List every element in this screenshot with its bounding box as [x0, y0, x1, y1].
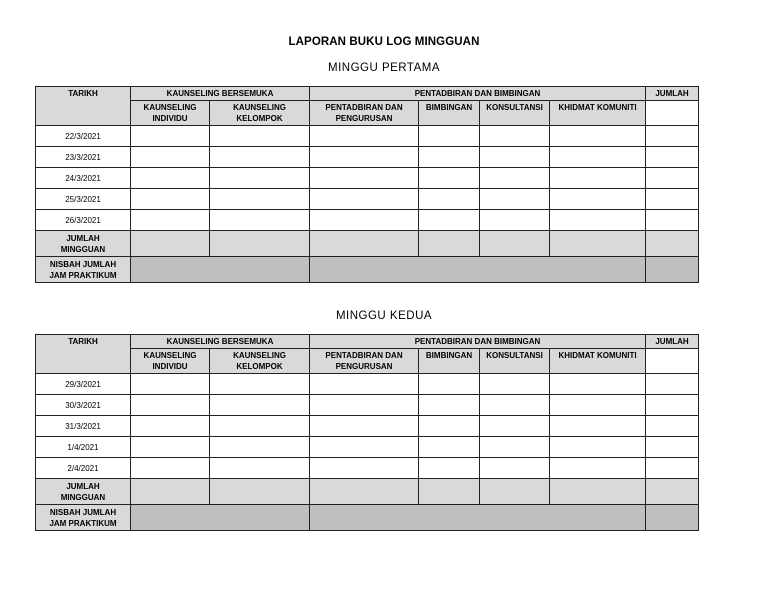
date-cell: 25/3/2021: [36, 189, 131, 210]
ratio-row: [36, 257, 699, 283]
header-kaunseling-bersemuka: KAUNSELING BERSEMUKA: [131, 87, 310, 101]
entry-cell[interactable]: [419, 168, 480, 189]
subheader-khidmat-komuniti: KHIDMAT KOMUNITI: [550, 101, 646, 126]
entry-cell[interactable]: [480, 458, 550, 479]
entry-cell[interactable]: [310, 210, 419, 231]
entry-cell[interactable]: [131, 437, 210, 458]
entry-cell[interactable]: [310, 189, 419, 210]
table-row: [36, 189, 699, 210]
entry-cell[interactable]: [480, 395, 550, 416]
entry-cell[interactable]: [210, 395, 310, 416]
entry-cell[interactable]: [646, 126, 699, 147]
week-1-title: MINGGU PERTAMA: [328, 62, 440, 74]
subheader-kaunseling-kelompok: KAUNSELING KELOMPOK: [210, 349, 310, 374]
entry-cell[interactable]: [310, 395, 419, 416]
date-cell: 30/3/2021: [36, 395, 131, 416]
entry-cell[interactable]: [210, 126, 310, 147]
table-row: [36, 147, 699, 168]
week-2-log-table: [35, 334, 699, 531]
subheader-kaunseling-individu: KAUNSELING INDIVIDU: [131, 101, 210, 126]
table-row: [36, 395, 699, 416]
header-row: [36, 335, 699, 349]
entry-cell[interactable]: [419, 374, 480, 395]
entry-cell[interactable]: [310, 437, 419, 458]
entry-cell[interactable]: [646, 395, 699, 416]
table-row: [36, 126, 699, 147]
entry-cell[interactable]: [550, 210, 646, 231]
total-cell[interactable]: [210, 231, 310, 257]
ratio-cell-kaunseling[interactable]: [131, 257, 310, 283]
entry-cell[interactable]: [310, 458, 419, 479]
date-cell: 23/3/2021: [36, 147, 131, 168]
entry-cell[interactable]: [646, 147, 699, 168]
table-row: [36, 437, 699, 458]
entry-cell[interactable]: [419, 458, 480, 479]
entry-cell[interactable]: [419, 210, 480, 231]
header-tarikh: TARIKH: [36, 335, 131, 374]
entry-cell[interactable]: [131, 416, 210, 437]
entry-cell[interactable]: [310, 168, 419, 189]
total-cell[interactable]: [310, 231, 419, 257]
entry-cell[interactable]: [210, 374, 310, 395]
total-cell[interactable]: [419, 231, 480, 257]
entry-cell[interactable]: [646, 416, 699, 437]
entry-cell[interactable]: [210, 458, 310, 479]
total-cell[interactable]: [210, 479, 310, 505]
entry-cell[interactable]: [310, 374, 419, 395]
subheader-row: [36, 349, 699, 374]
entry-cell[interactable]: [550, 147, 646, 168]
subheader-kaunseling-kelompok: KAUNSELING KELOMPOK: [210, 101, 310, 126]
table-row: [36, 210, 699, 231]
entry-cell[interactable]: [131, 210, 210, 231]
week-1-log-table: [35, 86, 699, 283]
subheader-kaunseling-individu: KAUNSELING INDIVIDU: [131, 349, 210, 374]
entry-cell[interactable]: [210, 416, 310, 437]
header-jumlah: JUMLAH: [646, 335, 699, 349]
jumlah-blank-cell: [646, 101, 699, 126]
entry-cell[interactable]: [646, 189, 699, 210]
entry-cell[interactable]: [646, 437, 699, 458]
total-cell[interactable]: [480, 479, 550, 505]
weekly-total-row: [36, 479, 699, 505]
entry-cell[interactable]: [419, 395, 480, 416]
ratio-cell-kaunseling[interactable]: [131, 505, 310, 531]
jumlah-blank-cell: [646, 349, 699, 374]
date-cell: 2/4/2021: [36, 458, 131, 479]
header-tarikh: TARIKH: [36, 87, 131, 126]
total-cell[interactable]: [310, 479, 419, 505]
entry-cell[interactable]: [419, 147, 480, 168]
entry-cell[interactable]: [419, 126, 480, 147]
entry-cell[interactable]: [480, 126, 550, 147]
subheader-konsultansi: KONSULTANSI: [480, 349, 550, 374]
entry-cell[interactable]: [480, 437, 550, 458]
ratio-cell-jumlah[interactable]: [646, 257, 699, 283]
table-row: [36, 168, 699, 189]
date-cell: 24/3/2021: [36, 168, 131, 189]
entry-cell[interactable]: [131, 458, 210, 479]
entry-cell[interactable]: [131, 189, 210, 210]
header-pentadbiran-dan-bimbingan: PENTADBIRAN DAN BIMBINGAN: [310, 335, 646, 349]
date-cell: 1/4/2021: [36, 437, 131, 458]
entry-cell[interactable]: [210, 168, 310, 189]
ratio-cell-jumlah[interactable]: [646, 505, 699, 531]
entry-cell[interactable]: [480, 147, 550, 168]
entry-cell[interactable]: [480, 189, 550, 210]
ratio-cell-pentadbiran[interactable]: [310, 505, 646, 531]
ratio-cell-pentadbiran[interactable]: [310, 257, 646, 283]
total-cell[interactable]: [550, 231, 646, 257]
subheader-konsultansi: KONSULTANSI: [480, 101, 550, 126]
entry-cell[interactable]: [550, 458, 646, 479]
entry-cell[interactable]: [210, 147, 310, 168]
ratio-label: NISBAH JUMLAH JAM PRAKTIKUM: [36, 257, 131, 283]
subheader-khidmat-komuniti: KHIDMAT KOMUNITI: [550, 349, 646, 374]
entry-cell[interactable]: [550, 416, 646, 437]
entry-cell[interactable]: [550, 189, 646, 210]
entry-cell[interactable]: [419, 437, 480, 458]
entry-cell[interactable]: [550, 126, 646, 147]
entry-cell[interactable]: [646, 168, 699, 189]
ratio-row: [36, 505, 699, 531]
header-jumlah: JUMLAH: [646, 87, 699, 101]
date-cell: 26/3/2021: [36, 210, 131, 231]
total-cell[interactable]: [646, 479, 699, 505]
subheader-bimbingan: BIMBINGAN: [419, 101, 480, 126]
entry-cell[interactable]: [210, 210, 310, 231]
entry-cell[interactable]: [480, 210, 550, 231]
entry-cell[interactable]: [131, 147, 210, 168]
entry-cell[interactable]: [310, 126, 419, 147]
total-cell[interactable]: [131, 231, 210, 257]
entry-cell[interactable]: [310, 147, 419, 168]
table-row: [36, 458, 699, 479]
total-cell[interactable]: [131, 479, 210, 505]
weekly-total-label: JUMLAH MINGGUAN: [36, 479, 131, 505]
total-cell[interactable]: [646, 231, 699, 257]
entry-cell[interactable]: [419, 189, 480, 210]
week-2-title: MINGGU KEDUA: [335, 310, 433, 322]
entry-cell[interactable]: [480, 416, 550, 437]
entry-cell[interactable]: [210, 437, 310, 458]
entry-cell[interactable]: [131, 126, 210, 147]
header-kaunseling-bersemuka: KAUNSELING BERSEMUKA: [131, 335, 310, 349]
subheader-pentadbiran-pengurusan: PENTADBIRAN DAN PENGURUSAN: [310, 349, 419, 374]
entry-cell[interactable]: [550, 374, 646, 395]
entry-cell[interactable]: [310, 416, 419, 437]
entry-cell[interactable]: [131, 374, 210, 395]
total-cell[interactable]: [419, 479, 480, 505]
header-pentadbiran-dan-bimbingan: PENTADBIRAN DAN BIMBINGAN: [310, 87, 646, 101]
table-row: [36, 374, 699, 395]
header-row: [36, 87, 699, 101]
weekly-total-row: [36, 231, 699, 257]
document-title: LAPORAN BUKU LOG MINGGUAN: [288, 36, 480, 48]
entry-cell[interactable]: [480, 374, 550, 395]
table-row: [36, 416, 699, 437]
entry-cell[interactable]: [646, 458, 699, 479]
entry-cell[interactable]: [419, 416, 480, 437]
entry-cell[interactable]: [131, 168, 210, 189]
total-cell[interactable]: [550, 479, 646, 505]
entry-cell[interactable]: [210, 189, 310, 210]
entry-cell[interactable]: [480, 168, 550, 189]
weekly-total-label: JUMLAH MINGGUAN: [36, 231, 131, 257]
subheader-row: [36, 101, 699, 126]
subheader-pentadbiran-pengurusan: PENTADBIRAN DAN PENGURUSAN: [310, 101, 419, 126]
entry-cell[interactable]: [131, 395, 210, 416]
total-cell[interactable]: [480, 231, 550, 257]
date-cell: 31/3/2021: [36, 416, 131, 437]
entry-cell[interactable]: [646, 210, 699, 231]
entry-cell[interactable]: [646, 374, 699, 395]
ratio-label: NISBAH JUMLAH JAM PRAKTIKUM: [36, 505, 131, 531]
date-cell: 22/3/2021: [36, 126, 131, 147]
subheader-bimbingan: BIMBINGAN: [419, 349, 480, 374]
entry-cell[interactable]: [550, 395, 646, 416]
date-cell: 29/3/2021: [36, 374, 131, 395]
entry-cell[interactable]: [550, 168, 646, 189]
entry-cell[interactable]: [550, 437, 646, 458]
